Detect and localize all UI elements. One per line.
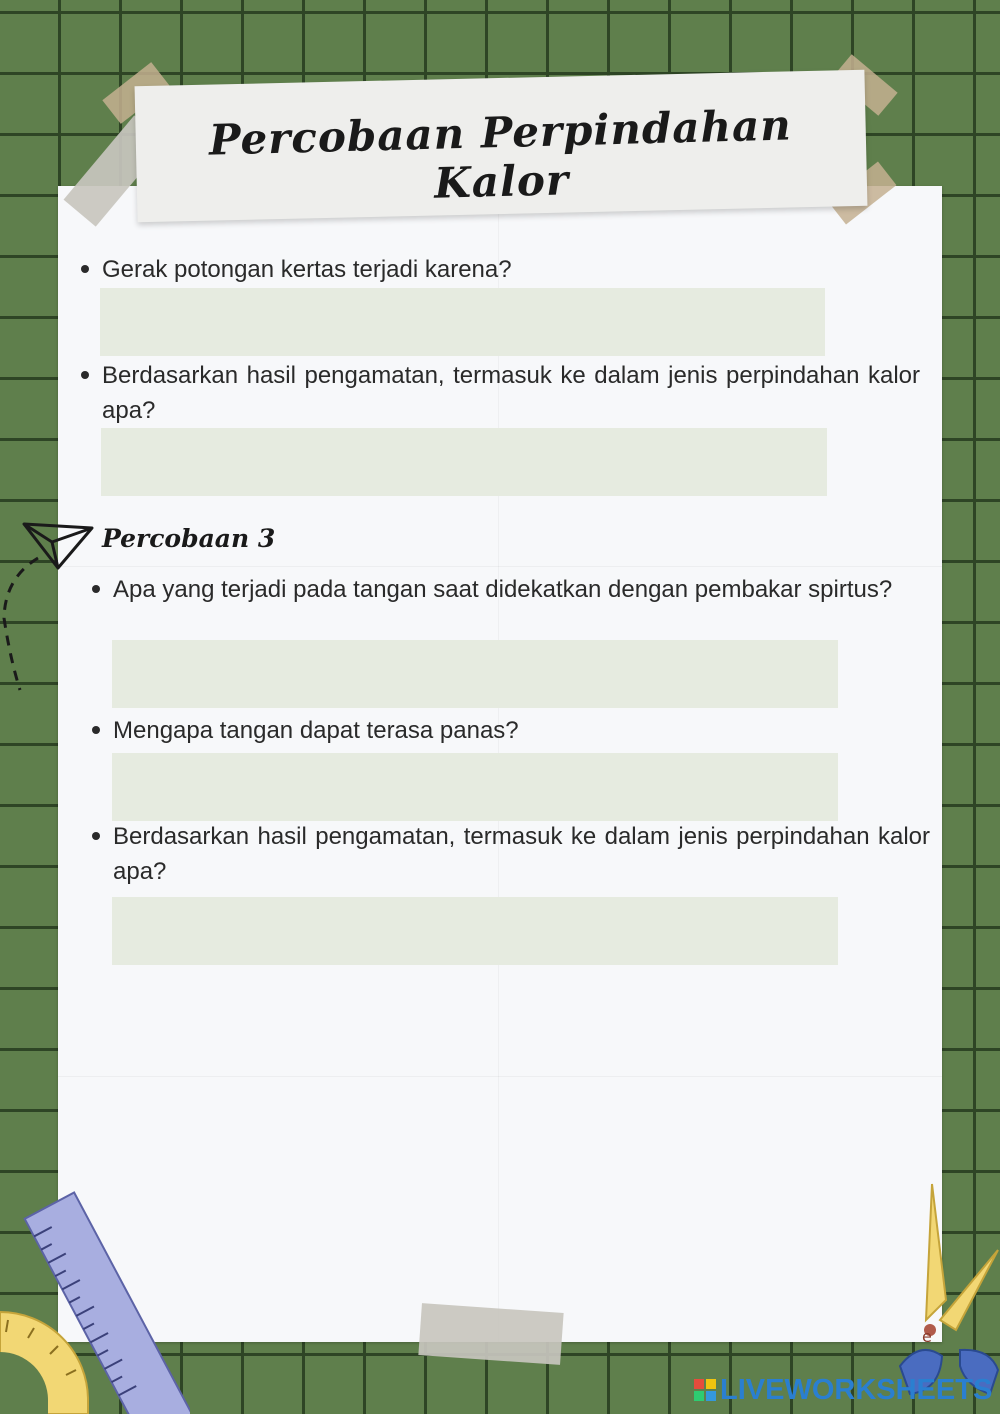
question-text: Gerak potongan kertas terjadi karena? xyxy=(102,256,512,283)
question-text: Mengapa tangan dapat terasa panas? xyxy=(113,717,519,744)
paper-plane-icon xyxy=(0,518,100,698)
bullet-icon xyxy=(92,832,100,840)
svg-text:e: e xyxy=(922,1327,932,1346)
bullet-icon xyxy=(92,585,100,593)
bullet-icon xyxy=(81,371,89,379)
protractor-icon xyxy=(0,1300,100,1414)
answer-field[interactable] xyxy=(112,753,838,821)
bullet-icon xyxy=(81,265,89,273)
liveworksheets-logo-icon xyxy=(694,1379,716,1401)
answer-field[interactable] xyxy=(100,288,825,356)
liveworksheets-watermark[interactable] xyxy=(694,1372,992,1408)
watermark-text: LIVEWORKSHEETS xyxy=(720,1373,993,1406)
answer-field[interactable] xyxy=(112,640,838,708)
section-title: Percobaan 3 xyxy=(102,524,276,553)
paper-fold xyxy=(58,1076,942,1077)
question-text: Berdasarkan hasil pengamatan, termasuk ke dalam jenis perpindahan kalor apa? xyxy=(102,362,920,424)
question-text: Apa yang terjadi pada tangan saat didekatkan dengan pembakar spirtus? xyxy=(113,576,893,603)
page-title: Percobaan Perpindahan Kalor xyxy=(208,100,793,208)
answer-field[interactable] xyxy=(112,897,838,965)
bullet-icon xyxy=(92,726,100,734)
paper-fold xyxy=(58,566,942,567)
answer-field[interactable] xyxy=(101,428,827,496)
tape-strip xyxy=(418,1303,563,1365)
question-text: Berdasarkan hasil pengamatan, termasuk ke dalam jenis perpindahan kalor apa? xyxy=(113,823,930,885)
